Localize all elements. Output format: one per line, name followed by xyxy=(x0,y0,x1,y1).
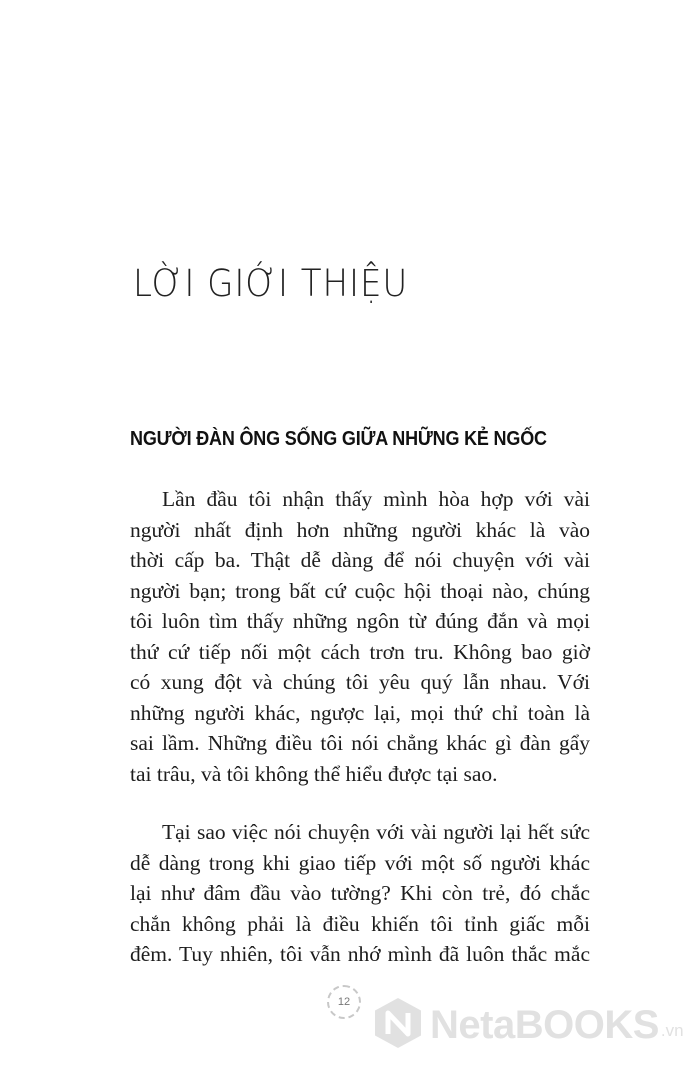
paragraph-line: Tại sao việc nói chuyện với vài người lại hết sức xyxy=(162,820,590,844)
netabooks-logo-icon xyxy=(370,995,426,1056)
watermark xyxy=(370,995,695,1055)
body-paragraph-1 xyxy=(130,484,590,789)
watermark-brand: NetaBOOKS xyxy=(430,1002,659,1047)
paragraph-line: đêm. Tuy nhiên, tôi vẫn nhớ mình đã luôn thắc mắc xyxy=(130,942,590,966)
section-heading: NGƯỜI ĐÀN ÔNG SỐNG GIỮA NHỮNG KẺ NGỐC xyxy=(130,428,547,450)
body-paragraph-2 xyxy=(130,817,590,970)
paragraph-line: tôi luôn tìm thấy những ngôn từ đúng đắn và mọi xyxy=(130,609,590,633)
paragraph-line: những người khác, ngược lại, mọi thứ chỉ toàn là xyxy=(130,700,590,725)
paragraph-line: Lần đầu tôi nhận thấy mình hòa hợp với vài xyxy=(162,487,590,511)
page-number: 12 xyxy=(327,985,361,1019)
paragraph-line: tai trâu, và tôi không thể hiểu được tại sao. xyxy=(130,761,498,786)
paragraph-line: thứ cứ tiếp nối một cách trơn tru. Không bao giờ xyxy=(130,639,590,664)
chapter-title: LỜI GIỚI THIỆU xyxy=(133,262,409,305)
paragraph-line: người bạn; trong bất cứ cuộc hội thoại nào, chúng xyxy=(130,578,590,603)
paragraph-line: người nhất định hơn những người khác là vào xyxy=(130,517,590,542)
paragraph-line: có xung đột và chúng tôi yêu quý lẫn nhau. Với xyxy=(130,670,590,694)
watermark-suffix: .vn xyxy=(660,1021,684,1040)
paragraph-line: chắn không phải là điều khiến tôi tỉnh giấc mỗi xyxy=(130,911,590,936)
paragraph-line: dễ dàng trong khi giao tiếp với một số người khác xyxy=(130,850,590,875)
paragraph-line: lại như đâm đầu vào tường? Khi còn trẻ, đó chắc xyxy=(130,881,590,905)
paragraph-line: sai lầm. Những điều tôi nói chẳng khác gì đàn gẩy xyxy=(130,731,590,755)
paragraph-line: thời cấp ba. Thật dễ dàng để nói chuyện với vài xyxy=(130,548,590,572)
